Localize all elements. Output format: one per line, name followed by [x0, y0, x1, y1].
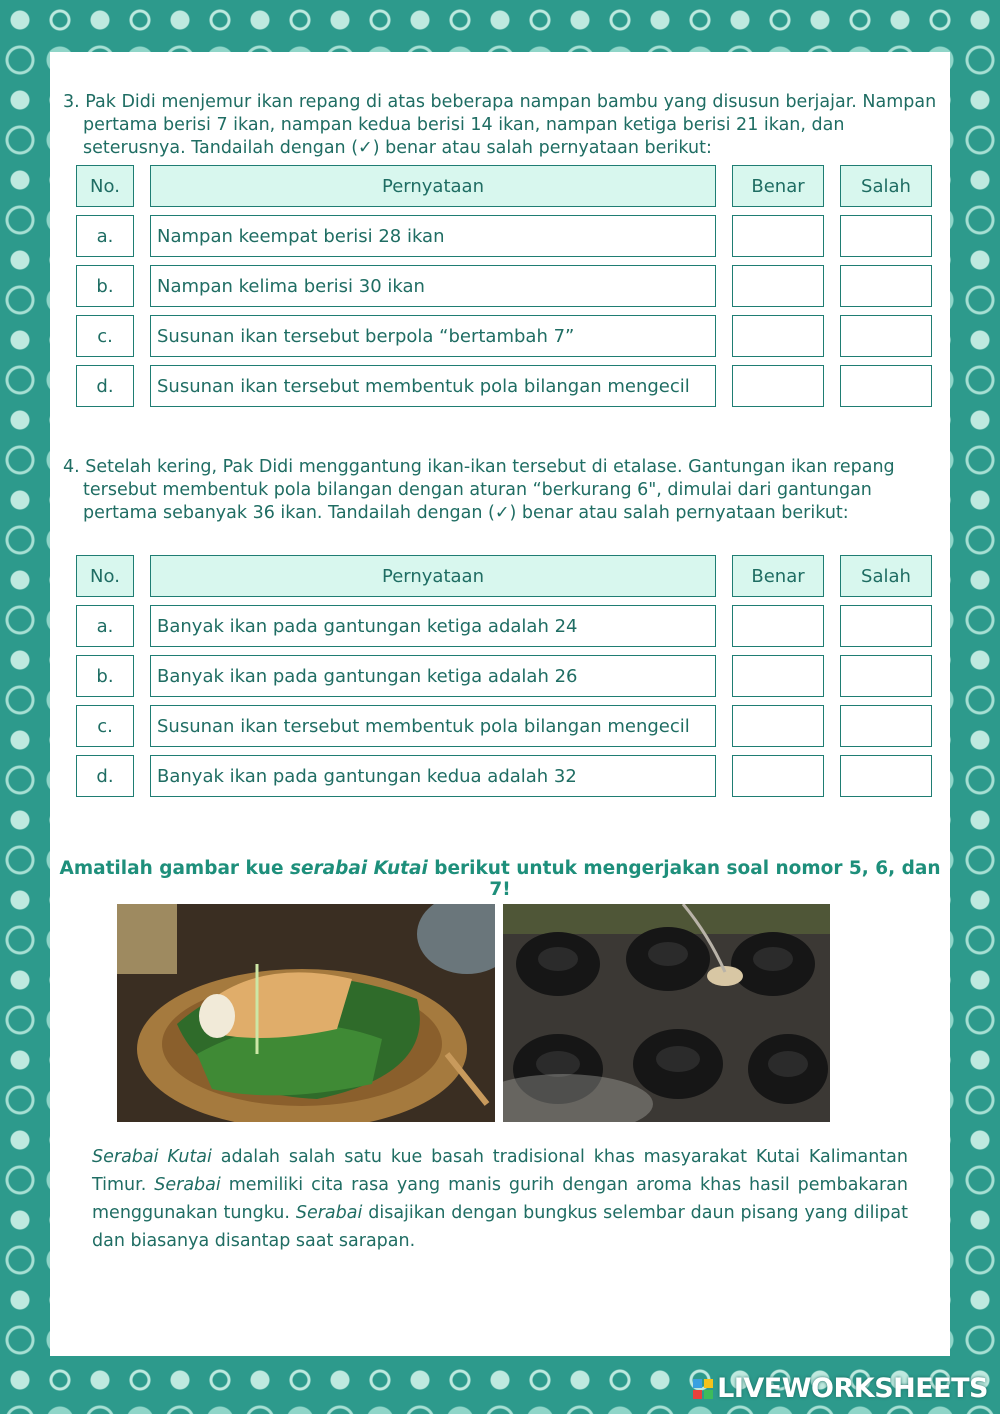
question-3-table: [60, 157, 948, 415]
row-statement: Susunan ikan tersebut membentuk pola bilangan mengecil: [150, 365, 716, 407]
header-false: Salah: [840, 165, 932, 207]
header-false: Salah: [840, 555, 932, 597]
row-statement: Banyak ikan pada gantungan ketiga adalah 26: [150, 655, 716, 697]
header-true: Benar: [732, 555, 824, 597]
italic-term: Serabai: [295, 1203, 363, 1223]
row-statement: Banyak ikan pada gantungan kedua adalah 32: [150, 755, 716, 797]
logo-squares-icon: [693, 1379, 713, 1399]
false-checkbox[interactable]: [840, 365, 932, 407]
question-3-text: 3. Pak Didi menjemur ikan repang di atas beberapa nampan bambu yang disusun berjajar. Nampan pertama berisi 7 ikan, nampan kedua berisi 14 ikan, nampan ketiga berisi 21 ikan, dan seterusnya. Tandailah dengan (✓) benar atau salah pernyataan berikut:: [63, 92, 937, 158]
table-row: [76, 215, 932, 257]
row-number: b.: [76, 655, 134, 697]
question-4-text: 4. Setelah kering, Pak Didi menggantung ikan-ikan tersebut di etalase. Gantungan ikan repang tersebut membentuk pola bilangan dengan aturan “berkurang 6", dimulai dari gantungan pertama sebanyak 36 ikan. Tandailah dengan (✓) benar atau salah pernyataan berikut:: [63, 457, 895, 523]
row-number: b.: [76, 265, 134, 307]
true-checkbox[interactable]: [732, 655, 824, 697]
italic-term: Serabai Kutai: [92, 1147, 212, 1167]
table-row: [76, 755, 932, 797]
true-checkbox[interactable]: [732, 315, 824, 357]
false-checkbox[interactable]: [840, 655, 932, 697]
table-row: [76, 315, 932, 357]
false-checkbox[interactable]: [840, 705, 932, 747]
false-checkbox[interactable]: [840, 755, 932, 797]
header-no: No.: [76, 555, 134, 597]
liveworksheets-logo: [693, 1373, 988, 1404]
clay-mold-illustration: [503, 904, 830, 1122]
question-4-table: [60, 547, 948, 805]
table-header-row: [76, 165, 932, 207]
header-no: No.: [76, 165, 134, 207]
serabai-food-photo: [117, 904, 495, 1122]
row-number: d.: [76, 365, 134, 407]
table-row: [76, 705, 932, 747]
header-statement: Pernyataan: [150, 555, 716, 597]
row-statement: Nampan keempat berisi 28 ikan: [150, 215, 716, 257]
row-number: a.: [76, 215, 134, 257]
row-statement: Nampan kelima berisi 30 ikan: [150, 265, 716, 307]
brand-name: LIVEWORKSHEETS: [717, 1373, 988, 1404]
row-number: c.: [76, 315, 134, 357]
header-true: Benar: [732, 165, 824, 207]
row-statement: Susunan ikan tersebut membentuk pola bilangan mengecil: [150, 705, 716, 747]
true-checkbox[interactable]: [732, 215, 824, 257]
table-row: [76, 655, 932, 697]
table-row: [76, 265, 932, 307]
serabai-description: [92, 1143, 908, 1255]
italic-term: Serabai: [154, 1175, 221, 1195]
false-checkbox[interactable]: [840, 265, 932, 307]
row-statement: Banyak ikan pada gantungan ketiga adalah 24: [150, 605, 716, 647]
description-text: adalah salah satu kue basah tradisional khas masyarakat Kutai Kalimantan Timur.: [92, 1147, 908, 1195]
true-checkbox[interactable]: [732, 705, 824, 747]
serabai-plate-illustration: [117, 904, 495, 1122]
row-number: a.: [76, 605, 134, 647]
table-row: [76, 605, 932, 647]
true-checkbox[interactable]: [732, 755, 824, 797]
header-statement: Pernyataan: [150, 165, 716, 207]
row-statement: Susunan ikan tersebut berpola “bertambah 7”: [150, 315, 716, 357]
row-number: d.: [76, 755, 134, 797]
tungku-cooking-photo: [503, 904, 830, 1122]
worksheet-page: [50, 52, 950, 1356]
false-checkbox[interactable]: [840, 605, 932, 647]
true-checkbox[interactable]: [732, 265, 824, 307]
instruction-text-italic: serabai Kutai: [289, 858, 428, 879]
instruction-text-end: berikut untuk mengerjakan soal nomor 5, 6, dan 7!: [427, 858, 941, 900]
description-text: disajikan dengan bungkus selembar daun pisang yang dilipat dan biasanya disantap saat sarapan.: [92, 1203, 909, 1251]
image-instruction: [50, 858, 950, 900]
row-number: c.: [76, 705, 134, 747]
description-text: memiliki cita rasa yang manis gurih dengan aroma khas hasil pembakaran menggunakan tungku.: [92, 1175, 908, 1223]
instruction-text-start: Amatilah gambar kue: [59, 858, 290, 879]
false-checkbox[interactable]: [840, 215, 932, 257]
table-row: [76, 365, 932, 407]
false-checkbox[interactable]: [840, 315, 932, 357]
true-checkbox[interactable]: [732, 365, 824, 407]
true-checkbox[interactable]: [732, 605, 824, 647]
table-header-row: [76, 555, 932, 597]
